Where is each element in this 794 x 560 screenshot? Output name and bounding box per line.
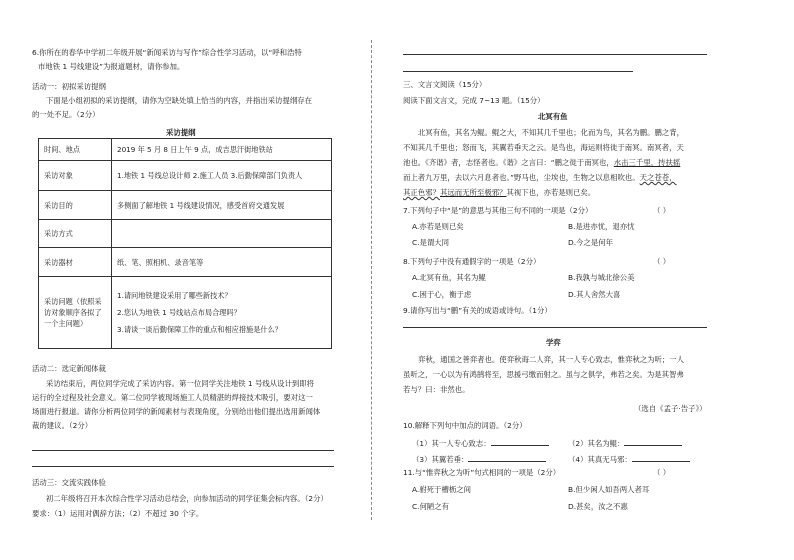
section3-title: 三、文言文阅读（15分） — [403, 80, 487, 89]
passage1-line — [403, 173, 677, 182]
activity3-requirements: 要求：（1）运用对偶辞方法；（2）不超过 30 个字。 — [32, 509, 204, 518]
answer-line[interactable] — [32, 466, 334, 467]
questions-key-line: 访对象顺序各拟了 — [44, 307, 102, 317]
row-value-questions — [112, 277, 332, 349]
row-key: 采访目的 — [39, 191, 112, 220]
passage1-text: 池也。《齐谐》者，志怪者也。《谐》之言曰：“鹏之徙于南冥也， — [403, 158, 614, 167]
q10-answer-blank[interactable] — [632, 453, 690, 462]
passage1-line: 不知其几千里也；怒而飞，其翼若垂天之云。是鸟也，海运则将徙于南冥。南冥者，天 — [403, 143, 684, 152]
table-row — [39, 139, 332, 161]
source-citation: （选自《孟子·告子》） — [634, 404, 707, 413]
q8-option-b[interactable]: B.我孰与城北徐公美 — [568, 273, 635, 282]
questions-key-line: 一个主问题） — [44, 319, 88, 329]
activity2-paragraph-line: 场面进行报道。请你分析两位同学的新闻素材与表现角度，分别给出他们提出选用新闻体 — [32, 407, 321, 416]
q8-answer-paren[interactable]: （ ） — [653, 257, 671, 266]
activity1-paragraph-2: 的一处不足。（2分） — [32, 110, 100, 119]
activity2-title: 活动二：选定新闻体裁 — [32, 364, 106, 373]
row-value: 纸、笔、照相机、录音笔等 — [112, 248, 332, 277]
passage1-text: 而上者九万里，去以六月息者也。”野马也，尘埃也，生物之以息相吹也。 — [403, 173, 640, 182]
q10-stem: 10.解释下列句中加点的词语。（2分） — [403, 421, 527, 430]
q9-stem: 9.请你写出与“鹏”有关的成语或诗句。（1分） — [403, 306, 552, 315]
q8-stem: 8.下列句子中没有通假字的一项是（2分） — [403, 257, 541, 266]
table-row — [39, 161, 332, 191]
row-key: 时间、地点 — [39, 139, 112, 161]
q8-option-d[interactable]: D.其人舍然大喜 — [568, 290, 621, 299]
passage2-line: 若与？曰：非然也。 — [403, 385, 470, 394]
activity1-paragraph-1: 下面是小组初拟的采访提纲，请你为空缺处填上恰当的内容，并指出采访提纲存在 — [46, 96, 313, 105]
q11-option-a[interactable]: A.驸死于槽枥之间 — [412, 485, 472, 494]
q6-intro-line-1: 6.你所在的春华中学初二年级开展“新闻采访与写作”综合性学习活动，以“呼和浩特 — [32, 48, 302, 57]
q10-item-label: （2）其名为鲲： — [568, 439, 625, 448]
answer-line[interactable] — [403, 54, 707, 55]
table-row — [39, 248, 332, 277]
passage2-line: 虽听之，一心以为有鸿鹄将至，思援弓缴而射之。虽与之俱学，弗若之矣。为是其智弗 — [403, 370, 684, 379]
q11-option-d[interactable]: D.甚矣，汝之不惠 — [568, 502, 628, 511]
activity3-title: 活动三：交流实践体验 — [32, 478, 106, 487]
q10-item-label: （1）其一人专心致志： — [412, 439, 491, 448]
q10-item-3 — [412, 453, 546, 464]
q10-item-1 — [412, 437, 549, 448]
table-row — [39, 220, 332, 248]
q7-option-b[interactable]: B.是进亦忧，退亦忧 — [568, 222, 635, 231]
row-value: 多侧面了解地铁 1 号线建设情况，感受首府交通发展 — [112, 191, 332, 220]
interview-question: 1.请问地铁建设采用了哪些新技术？ — [117, 290, 232, 300]
q7-option-d[interactable]: D.今之是何年 — [568, 238, 613, 247]
q11-answer-paren[interactable]: （ ） — [653, 468, 671, 477]
q10-item-label: （4）其真无马邪： — [568, 455, 632, 464]
q6-intro-line-2: 市地铁 1 号线建设”为报道题材，请你参加。 — [38, 62, 185, 71]
q7-option-a[interactable]: A.亦若是则已矣 — [412, 222, 464, 231]
answer-line[interactable] — [403, 71, 633, 72]
q11-option-b[interactable]: B.但少闲人如吾两人者耳 — [568, 485, 650, 494]
q7-stem: 7.下列句子中“是”的意思与其他三句不同的一项是（2分） — [403, 206, 593, 215]
q10-answer-blank[interactable] — [468, 453, 546, 462]
q7-answer-paren[interactable]: （ ） — [653, 206, 671, 215]
passage2-line: 弈秋，通国之善弈者也。使弈秋诲二人弈，其一人专心致志，惟弈秋之为听；一人 — [418, 355, 685, 364]
answer-line[interactable] — [32, 450, 334, 451]
row-value: 1.地铁 1 号线总设计师 2.施工人员 3.后勤保障部门负责人 — [112, 161, 332, 191]
interview-question: 2.您认为地铁 1 号线站点布局合理吗？ — [117, 307, 241, 317]
passage1-underlined-text: 水击三千里，抟扶摇 — [613, 158, 681, 167]
column-divider — [371, 40, 372, 520]
passage1-line: 北冥有鱼，其名为鲲。鲲之大，不知其几千里也；化而为鸟，其名为鹏。鹏之背， — [418, 128, 685, 137]
section3-intro: 阅读下面文言文，完成 7~13 题。（15分） — [403, 96, 545, 105]
row-key: 采访器材 — [39, 248, 112, 277]
q10-item-label: （3）其翼若垂： — [412, 455, 469, 464]
row-value: 2019 年 5 月 8 日上午 9 点，成吉思汗街地铁站 — [112, 139, 332, 161]
answer-line[interactable] — [403, 327, 707, 328]
q8-option-a[interactable]: A.北冥有鱼，其名为鲲 — [412, 273, 486, 282]
interview-outline-table — [38, 138, 332, 349]
q10-item-4 — [568, 453, 690, 464]
q7-option-c[interactable]: C.是谓大同 — [412, 238, 450, 247]
passage1-underlined-text: 其远而无所至极邪？ — [439, 188, 507, 197]
passage1-text: 其视下也，亦若是则已矣。 — [506, 188, 596, 197]
q11-option-c[interactable]: C.何陋之有 — [412, 502, 450, 511]
activity1-title: 活动一：初拟采访提纲 — [32, 82, 106, 91]
activity2-paragraph-line: 运行的全过程及社会意义。第二位同学被现场施工人员精湛的焊接技术吸引，要对这一 — [32, 393, 313, 402]
passage1-wavy-text: 天之苍苍， — [639, 173, 677, 182]
passage2-title: 学弈 — [546, 338, 561, 347]
q10-answer-blank[interactable] — [624, 437, 682, 446]
table-row — [39, 277, 332, 349]
table-title: 采访提纲 — [166, 128, 196, 137]
activity3-paragraph: 初二年级将召开本次综合性学习活动总结会，向参加活动的同学征集会标内容。（2分） — [46, 494, 328, 503]
passage1-line — [403, 158, 680, 167]
row-key-questions — [39, 277, 112, 349]
row-key: 采访对象 — [39, 161, 112, 191]
q10-item-2 — [568, 437, 682, 448]
questions-key-line: 采访问题（依照采 — [44, 296, 102, 306]
q11-stem: 11.与“惟弈秋之为听”句式相同的一项是（2分） — [403, 468, 561, 477]
table-row — [39, 191, 332, 220]
activity2-paragraph-line: 采访结束后，两位同学完成了采访内容。第一位同学关注地铁 1 号线从设计到即将 — [46, 379, 315, 388]
q10-answer-blank[interactable] — [491, 437, 549, 446]
passage1-title: 北冥有鱼 — [538, 112, 568, 121]
row-key: 采访方式 — [39, 220, 112, 248]
row-value-blank[interactable] — [112, 220, 332, 248]
interview-question: 3.请谈一谈后勤保障工作的重点和相应措施是什么？ — [117, 325, 282, 335]
passage1-line — [403, 188, 595, 197]
passage1-wavy-text: 其正色邪？ — [403, 188, 440, 197]
q8-option-c[interactable]: C.困于心，衡于虑 — [412, 290, 472, 299]
activity2-paragraph-line: 裁的建议。（2分） — [32, 421, 93, 430]
